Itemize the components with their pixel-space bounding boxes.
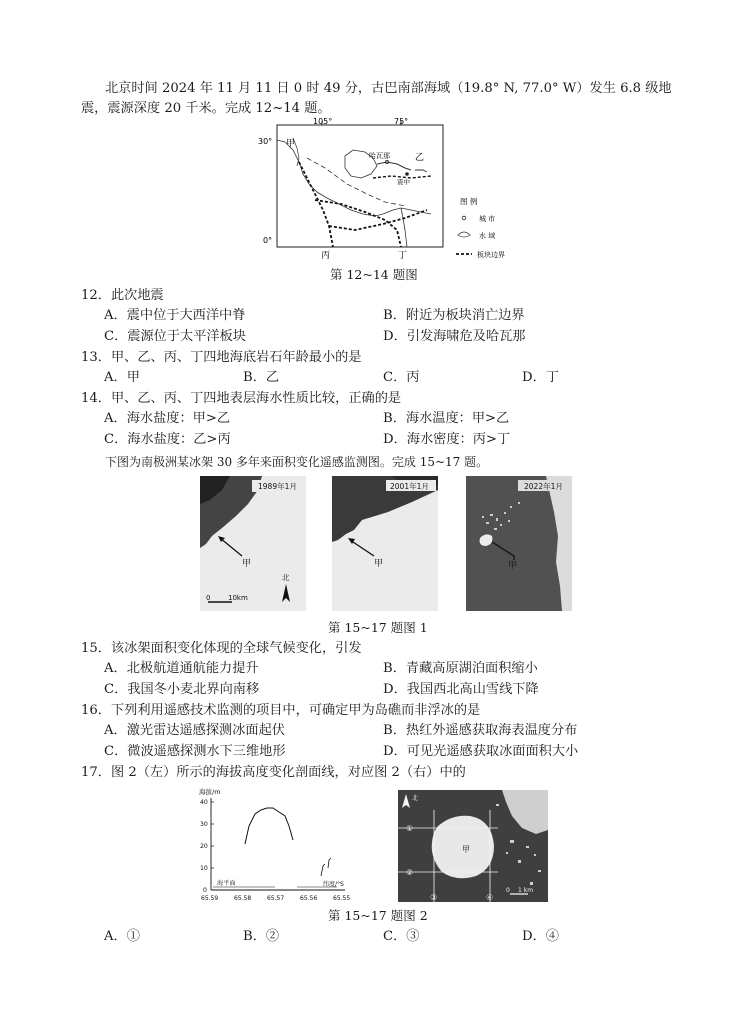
fig2-caption: 第 15~17 题图 2 [328,908,428,923]
q13-stem: 13．甲、乙、丙、丁四地海底岩石年龄最小的是 [81,350,362,365]
legend-title: 图 例 [460,197,478,206]
q16-option-c[interactable]: C．微波遥感探测水下三维地形 [104,744,286,759]
q14-option-a[interactable]: A．海水盐度：甲>乙 [104,411,231,426]
ytick-0: 0 [203,887,207,894]
q15-stem: 15．该冰架面积变化体现的全球气候变化，引发 [81,641,362,656]
q14-option-b[interactable]: B．海水温度：甲>乙 [383,411,510,426]
scale-0: 0 [206,594,211,602]
panel-1989-label: 1989年1月 [258,482,297,491]
ytick-20: 20 [200,843,208,850]
elevation-profile [197,786,357,904]
q14-option-d[interactable]: D．海水密度：丙>丁 [383,432,511,447]
q16-option-b[interactable]: B．热红外遥感获取海表温度分布 [383,723,578,738]
map-label-epicenter: 震中 [397,178,410,186]
legend-city: 城 市 [479,215,496,223]
fig2-ylabel: 海拔/m [199,788,221,796]
map-label-havana: 哈瓦那 [369,152,390,160]
xtick-4: 65.56 [300,895,318,902]
map1-caption: 第 12~14 题图 [330,267,418,282]
q17-option-d[interactable]: D．④ [522,929,559,944]
q13-option-d[interactable]: D．丁 [522,370,559,385]
q12-option-b[interactable]: B．附近为板块消亡边界 [383,308,525,323]
ytick-10: 10 [200,865,208,872]
fig1-jia-2: 甲 [374,559,384,569]
q17-option-b[interactable]: B．② [243,929,280,944]
fig1-jia-1: 甲 [242,559,252,569]
q13-option-b[interactable]: B．乙 [243,370,280,385]
fig1-jia-3: 甲 [508,561,518,571]
north-label-1: 北 [282,573,290,582]
q17-option-c[interactable]: C．③ [383,929,420,944]
fig2-jia: 甲 [462,845,470,854]
xtick-1: 65.59 [201,895,219,902]
transect-2: ② [406,868,414,877]
lon-105: 105° [313,118,333,126]
map-label-ding: 丁 [398,251,408,261]
q16-option-a[interactable]: A．激光雷达遥感探测冰面起伏 [104,723,285,738]
transect-4: ④ [486,893,494,902]
satellite-with-transects [398,790,548,902]
panel-2022-label: 2022年1月 [524,482,563,491]
fig2-north: 北 [412,795,419,802]
q15-option-a[interactable]: A．北极航道通航能力提升 [104,661,259,676]
fig2-scale-1km: 1 km [518,887,534,894]
map-label-jia: 甲 [286,139,296,149]
xtick-2: 65.58 [234,895,252,902]
lat-30: 30° [258,137,273,146]
q17-stem: 17．图 2（左）所示的海拔高度变化剖面线，对应图 2（右）中的 [81,765,466,780]
plate-map [255,118,520,266]
q12-option-a[interactable]: A．震中位于大西洋中脊 [104,308,246,323]
transect-3: ③ [430,893,438,902]
xtick-3: 65.57 [267,895,285,902]
fig2-xlabel: 纬度/°S [323,881,344,888]
panel-2001-label: 2001年1月 [390,482,429,491]
sealevel-label: 海平面 [217,880,236,887]
ytick-40: 40 [200,799,208,806]
q15-option-c[interactable]: C．我国冬小麦北界向南移 [104,682,260,697]
q12-option-d[interactable]: D．引发海啸危及哈瓦那 [383,329,526,344]
ytick-30: 30 [200,821,208,828]
intro-line-1: 北京时间 2024 年 11 月 11 日 0 时 49 分，古巴南部海域（19.8° N, 77.0° W）发生 6.8 级地 [105,81,672,96]
fig2-scale-0: 0 [506,887,510,894]
map-label-yi: 乙 [415,153,425,163]
ice-shelf-1989 [200,476,306,611]
lon-75: 75° [394,118,409,126]
transect-1: ① [406,824,414,833]
ice-shelf-2022 [466,476,572,611]
scale-10km: 10km [228,594,248,602]
q15-option-b[interactable]: B．青藏高原湖泊面积缩小 [383,661,538,676]
q16-stem: 16．下列利用遥感技术监测的项目中，可确定甲为岛礁而非浮冰的是 [81,703,481,718]
q13-option-c[interactable]: C．丙 [383,370,420,385]
legend-plate: 板块边界 [477,251,505,259]
q13-option-a[interactable]: A．甲 [104,370,140,385]
q16-option-d[interactable]: D．可见光遥感获取冰面面积大小 [383,744,579,759]
ice-shelf-2001 [332,476,438,611]
xtick-5: 65.55 [333,895,351,902]
intro-line-2: 震，震源深度 20 千米。完成 12~14 题。 [81,101,331,116]
lat-0: 0° [263,236,273,245]
q12-option-c[interactable]: C．震源位于太平洋板块 [104,329,246,344]
map-label-bing: 丙 [321,251,331,261]
legend-water: 水 域 [479,232,496,240]
q14-stem: 14．甲、乙、丙、丁四地表层海水性质比较，正确的是 [81,391,402,406]
fig1-caption: 第 15~17 题图 1 [328,620,428,635]
q15-option-d[interactable]: D．我国西北高山雪线下降 [383,682,539,697]
q14-option-c[interactable]: C．海水盐度：乙>丙 [104,432,231,447]
q17-option-a[interactable]: A．① [104,929,140,944]
intro-2: 下图为南极洲某冰架 30 多年来面积变化遥感监测图。完成 15~17 题。 [105,455,489,469]
q12-stem: 12．此次地震 [81,288,164,303]
